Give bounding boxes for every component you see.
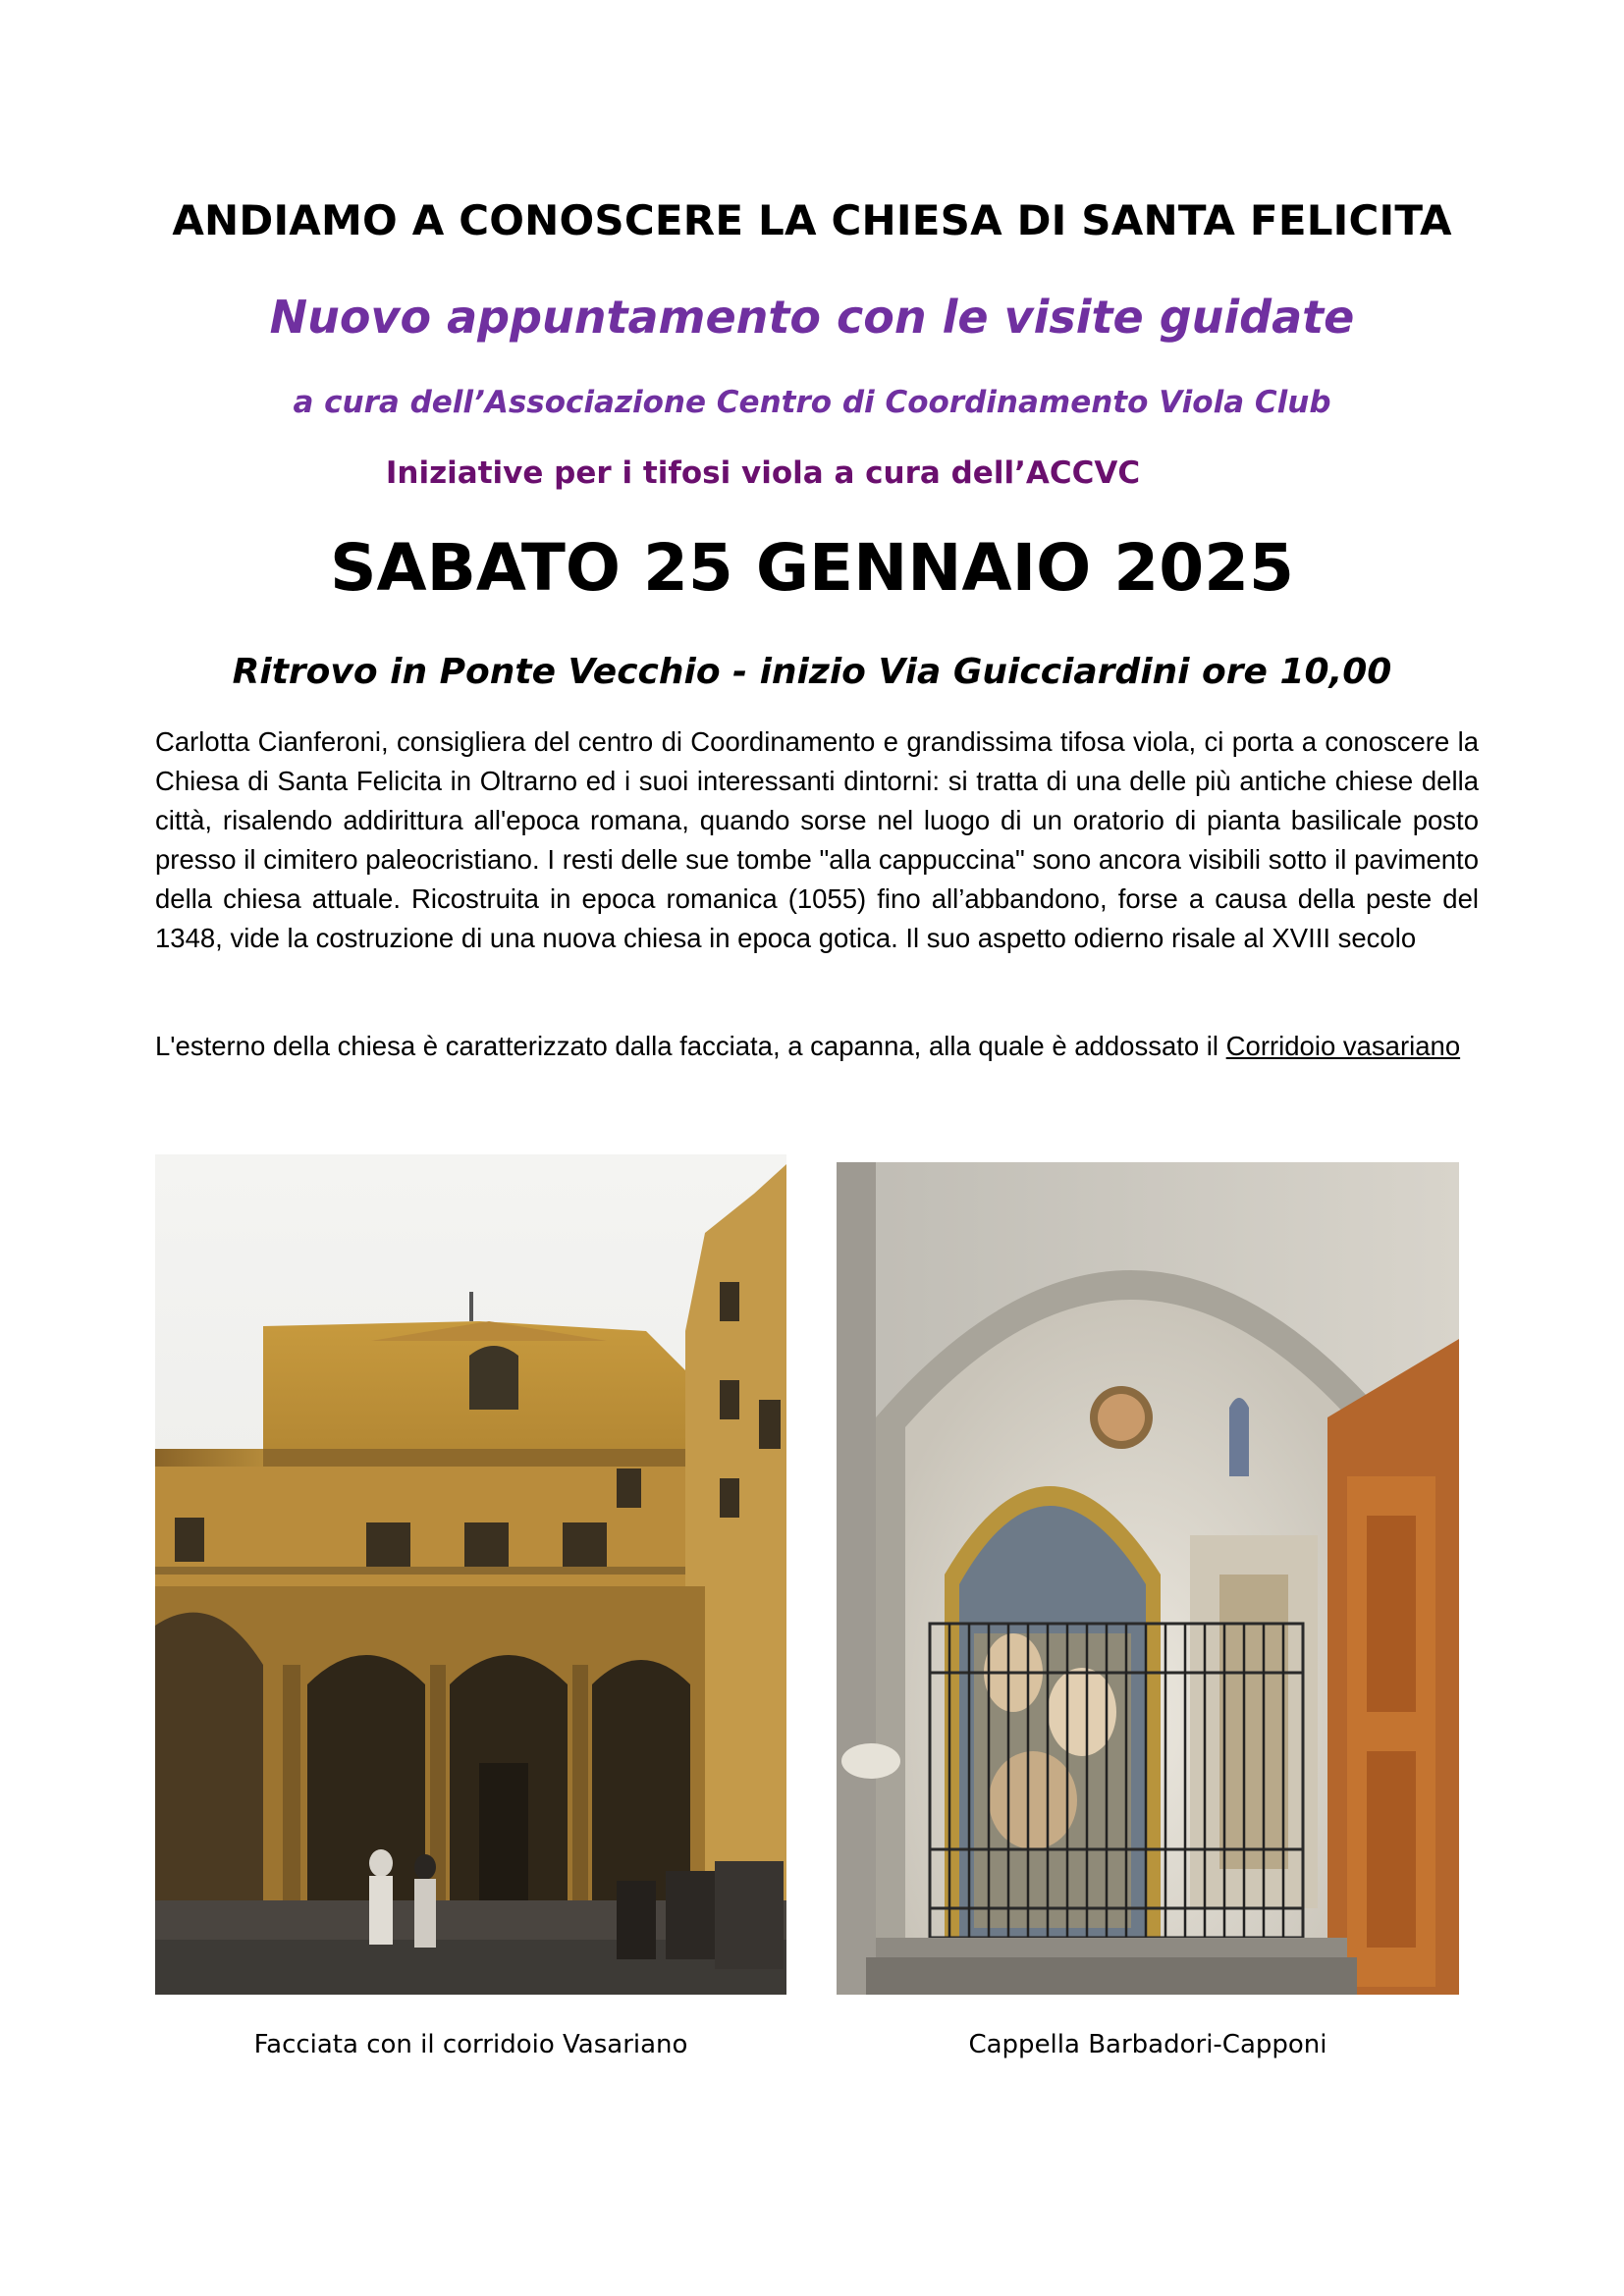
- initiatives-line: Iniziative per i tifosi viola a cura dell’ACCVC: [385, 455, 1141, 491]
- chapel-photo: [837, 1162, 1459, 1995]
- chapel-caption: Cappella Barbadori-Capponi: [968, 2030, 1327, 2059]
- description-paragraph: Carlotta Cianferoni, consigliera del centro di Coordinamento e grandissima tifosa viola, ci porta a conoscere la Chiesa di Santa Felicita in Oltrarno ed i suoi interessanti dintorni: si tratta di una delle più antiche chiese della città, risalendo addirittura all'epoca romana, quando sorse nel luogo di un oratorio di pianta basilicale posto presso il cimitero paleocristiano. I resti delle sue tombe "alla cappuccina" sono ancora visibili sotto il pavimento della chiesa attuale. Ricostruita in epoca romanica (1055) fino all’abbandono, forse a causa della peste del 1348, vide la costruzione di una nuova chiesa in epoca gotica. Il suo aspetto odierno risale al XVIII secolo: [155, 726, 1479, 953]
- exterior-paragraph: [155, 1027, 1479, 1066]
- corridoio-vasariano-link[interactable]: Corridoio vasariano: [1225, 1031, 1461, 1061]
- exterior-paragraph-text: L'esterno della chiesa è caratterizzato dalla facciata, a capanna, alla quale è addossato il: [155, 1031, 1226, 1061]
- facade-photo: [155, 1154, 786, 1995]
- page-subtitle: Nuovo appuntamento con le visite guidate: [269, 291, 1355, 344]
- meeting-point: Ritrovo in Ponte Vecchio - inizio Via Guicciardini ore 10,00: [232, 652, 1392, 692]
- event-date: SABATO 25 GENNAIO 2025: [330, 530, 1294, 606]
- facade-caption: Facciata con il corridoio Vasariano: [253, 2030, 688, 2059]
- curator-line: a cura dell’Associazione Centro di Coordinamento Viola Club: [293, 385, 1331, 420]
- page-title: ANDIAMO A CONOSCERE LA CHIESA DI SANTA FELICITA: [172, 196, 1452, 244]
